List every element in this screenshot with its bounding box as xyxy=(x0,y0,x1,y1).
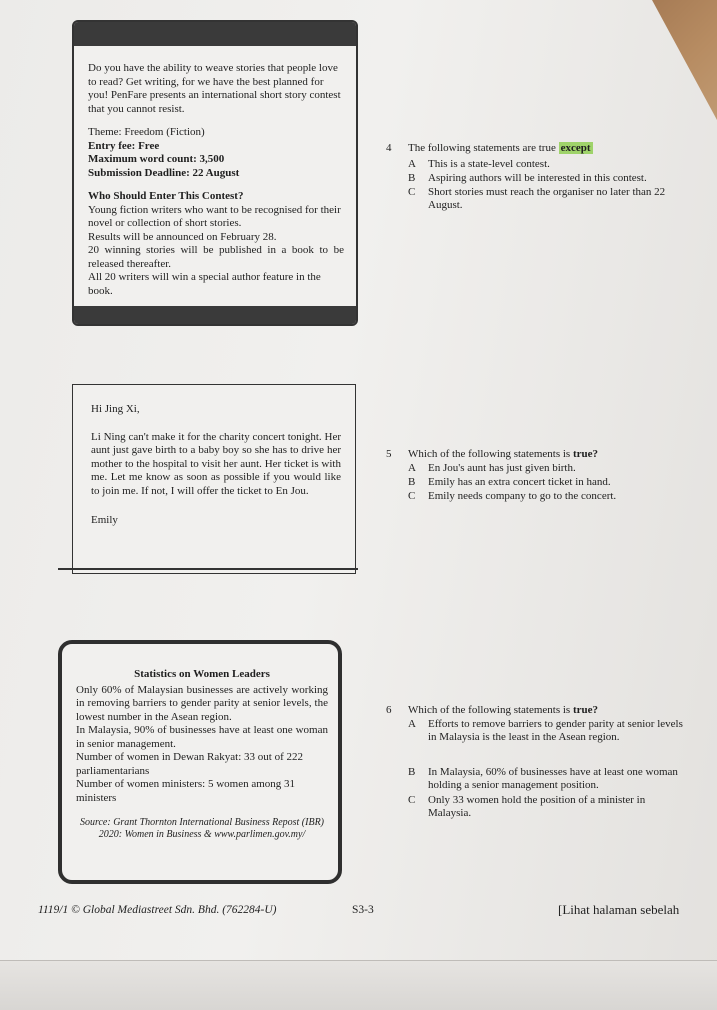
statistics-source: Source: Grant Thornton International Business Repost (IBR) 2020: Women in Business & www.parlimen.gov.my/ xyxy=(79,817,325,840)
statistics-p4: Number of women ministers: 5 women among 31 ministers xyxy=(76,778,296,804)
question-number: 5 xyxy=(386,448,392,460)
footer-code: 1119/1 © Global Mediastreet Sdn. Bhd. (762284-U) xyxy=(38,904,277,916)
note-greeting: Hi Jing Xi, xyxy=(91,403,140,415)
question-stem: Which of the following statements is true? xyxy=(408,704,599,716)
statistics-p2: In Malaysia, 90% of businesses have at least one woman in senior management. xyxy=(76,724,328,750)
advert-word-count: Maximum word count: 3,500 xyxy=(88,153,225,165)
question-stem: The following statements are true except xyxy=(408,142,591,154)
advert-intro: Do you have the ability to weave stories that people love to read? Get writing, for we have the best planned for you! PenFare presents an international short story contest that you cannot resist. xyxy=(88,62,341,115)
footer-page: S3-3 xyxy=(352,904,374,916)
note-box xyxy=(72,384,356,574)
statistics-p3: Number of women in Dewan Rakyat: 33 out of 222 parliamentarians xyxy=(76,751,303,777)
advert-feature: All 20 writers will win a special author feature in the book. xyxy=(88,271,321,297)
page-bottom-edge xyxy=(0,960,717,1010)
advert-who-heading: Who Should Enter This Contest? xyxy=(88,190,244,202)
advert-footer-bar xyxy=(74,306,356,324)
footer-next-page: [Lihat halaman sebelah xyxy=(558,902,680,917)
statistics-title: Statistics on Women Leaders xyxy=(134,668,270,680)
advert-header-bar xyxy=(74,22,356,46)
advert-results: Results will be announced on February 28. xyxy=(88,230,277,243)
advert-theme: Theme: Freedom (Fiction) xyxy=(88,126,205,138)
exam-page: Do you have the ability to weave stories that people love to read? Get writing, for we have the best planned for you! PenFare presents an international short story contest that you cannot resist. Theme: Freedom (Fiction) Entry fee: Free Maximum word count: 3,500 Submission Deadline: 22 August Who Should Enter This Contest? Young fiction writers who want to be recognised for their novel or collection of short stories. Results will be announced on February 28. 20 winning stories will be published in a book to be released thereafter. All 20 writers will win a special author feature in the book. 4 The following statements are true except A This is a state-level contest. B Aspiring authors will be interested in this contest. C Short stories must reach the organiser no later than 22 August. Hi Jing Xi, Li Ning can't make it for the charity concert tonight. Her aunt just gave birth to a baby boy so she has to drive her mother to the hospital to visit her aunt. Her ticket is with me. Let me know as soon as possible if you would like to join me. If not, I will offer the ticket to En Jou. Emily 5 Which of the following statements is true? A En Jou's aunt has just given birth. B Emily has an extra concert ticket in hand. C Emily needs company to go to the concert. Statistics on Women Leaders Only 60% of Malaysian businesses are actively working in removing barriers to gender parity at senior levels, the lowest number in the Asean region. In Malaysia, 90% of businesses have at least one woman in senior management. Number of women in Dewan Rakyat: 33 out of 222 parliamentarians Number of women ministers: 5 women among 31 ministers Source: Grant Thornton International Business Repost (IBR) 2020: Women in Business & www.parlimen.gov.my/ 6 Which of the following statements is true? A Efforts to remove barriers to gender parity at senior levels in Malaysia is the least in the Asean region. B In Malaysia, 60% of businesses have at least one woman holding a senior management position. C Only 33 women hold the position of a minister in Malaysia. 1119/1 © Global Mediastreet Sdn. Bhd. (762284-U) S3-3 [Lihat halaman sebelah xyxy=(0,0,717,1009)
advert-winners: 20 winning stories will be published in a book to be released thereafter. xyxy=(88,244,344,270)
statistics-p1: Only 60% of Malaysian businesses are actively working in removing barriers to gender parity at senior levels, the lowest number in the Asean region. xyxy=(76,683,328,723)
note-signoff: Emily xyxy=(91,514,118,526)
advert-who-text: Young fiction writers who want to be recognised for their novel or collection of short stories. xyxy=(88,203,341,229)
question-number: 6 xyxy=(386,704,392,716)
desk-corner xyxy=(617,0,717,120)
highlighted-word: except xyxy=(560,142,591,154)
contest-advert-box xyxy=(72,20,358,326)
statistics-box xyxy=(58,640,342,884)
question-number: 4 xyxy=(386,142,392,154)
note-bottom-rule xyxy=(58,568,358,578)
advert-entry-fee: Entry fee: Free xyxy=(88,139,160,152)
advert-deadline: Submission Deadline: 22 August xyxy=(88,166,240,179)
question-stem: Which of the following statements is true? xyxy=(408,448,599,460)
note-body: Li Ning can't make it for the charity concert tonight. Her aunt just gave birth to a baby boy so she has to drive her mother to the hospital to visit her aunt. Her ticket is with me. Let me know as soon as possible if you would like to join me. If not, I will offer the ticket to En Jou. xyxy=(91,430,341,497)
